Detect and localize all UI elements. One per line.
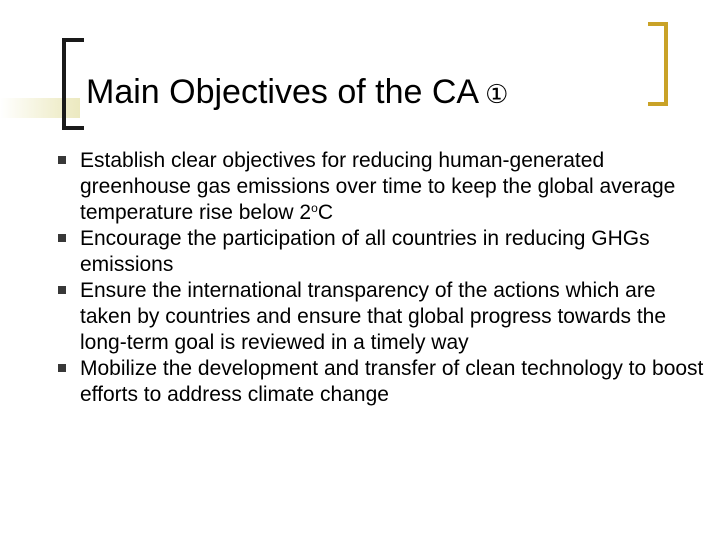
square-bullet-icon	[58, 156, 66, 164]
objective-text: Encourage the participation of all countries in reducing GHGs emissions	[80, 227, 650, 276]
square-bullet-icon	[58, 364, 66, 372]
objective-item	[56, 278, 706, 356]
slide-title	[86, 72, 508, 115]
objective-item	[56, 148, 706, 226]
left-bracket-decoration	[62, 38, 84, 130]
objective-item	[56, 226, 706, 278]
square-bullet-icon	[58, 286, 66, 294]
objective-text: Establish clear objectives for reducing human-generated greenhouse gas emissions over time to keep the global average temperature rise below 2	[80, 149, 676, 224]
slide-title-marker: ①	[485, 80, 509, 110]
objective-text: Ensure the international transparency of the actions which are taken by countries and ensure that global progress towards the long-term goal is reviewed in a timely way	[80, 279, 667, 354]
temperature-unit: C	[317, 201, 333, 224]
right-bracket-decoration	[648, 22, 668, 106]
slide-title-text: Main Objectives of the CA	[86, 73, 480, 111]
square-bullet-icon	[58, 234, 66, 242]
objectives-list	[56, 148, 706, 408]
objective-text: Mobilize the development and transfer of clean technology to boost efforts to address climate change	[80, 357, 704, 406]
degree-superscript: o	[311, 201, 318, 215]
objective-item	[56, 356, 706, 408]
